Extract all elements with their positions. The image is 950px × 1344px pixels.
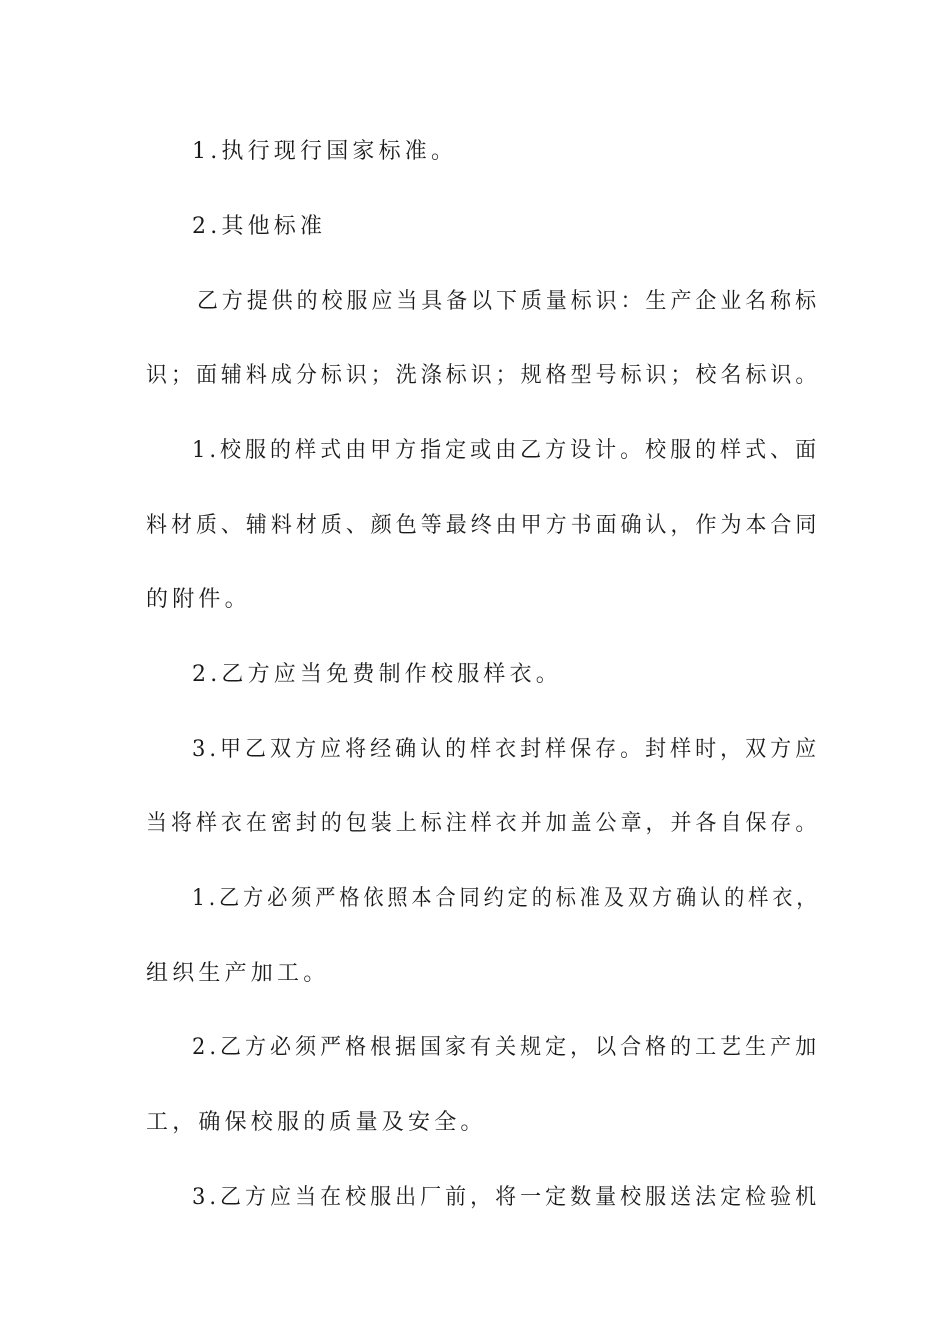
text-line-1: 1.执行现行国家标准。	[192, 139, 458, 164]
text-line-6: 料材质、辅料材质、颜色等最终由甲方书面确认，作为本合同	[146, 513, 821, 538]
text-line-8: 2.乙方应当免费制作校服样衣。	[192, 662, 562, 687]
text-line-5: 1.校服的样式由甲方指定或由乙方设计。校服的样式、面	[192, 438, 821, 463]
text-line-15: 3.乙方应当在校服出厂前，将一定数量校服送法定检验机	[192, 1185, 821, 1210]
text-line-12: 组织生产加工。	[146, 961, 330, 986]
text-line-3: 乙方提供的校服应当具备以下质量标识：生产企业名称标	[197, 289, 821, 314]
text-line-11: 1.乙方必须严格依照本合同约定的标准及双方确认的样衣，	[192, 886, 821, 911]
text-line-4: 识；面辅料成分标识；洗涤标识；规格型号标识；校名标识。	[146, 363, 821, 388]
text-line-13: 2.乙方必须严格根据国家有关规定，以合格的工艺生产加	[192, 1035, 821, 1060]
text-line-10: 当将样衣在密封的包装上标注样衣并加盖公章，并各自保存。	[146, 811, 821, 836]
text-line-9: 3.甲乙双方应将经确认的样衣封样保存。封样时，双方应	[192, 737, 821, 762]
text-line-2: 2.其他标准	[192, 214, 327, 239]
text-line-7: 的附件。	[146, 587, 251, 612]
text-line-14: 工，确保校服的质量及安全。	[146, 1110, 487, 1135]
